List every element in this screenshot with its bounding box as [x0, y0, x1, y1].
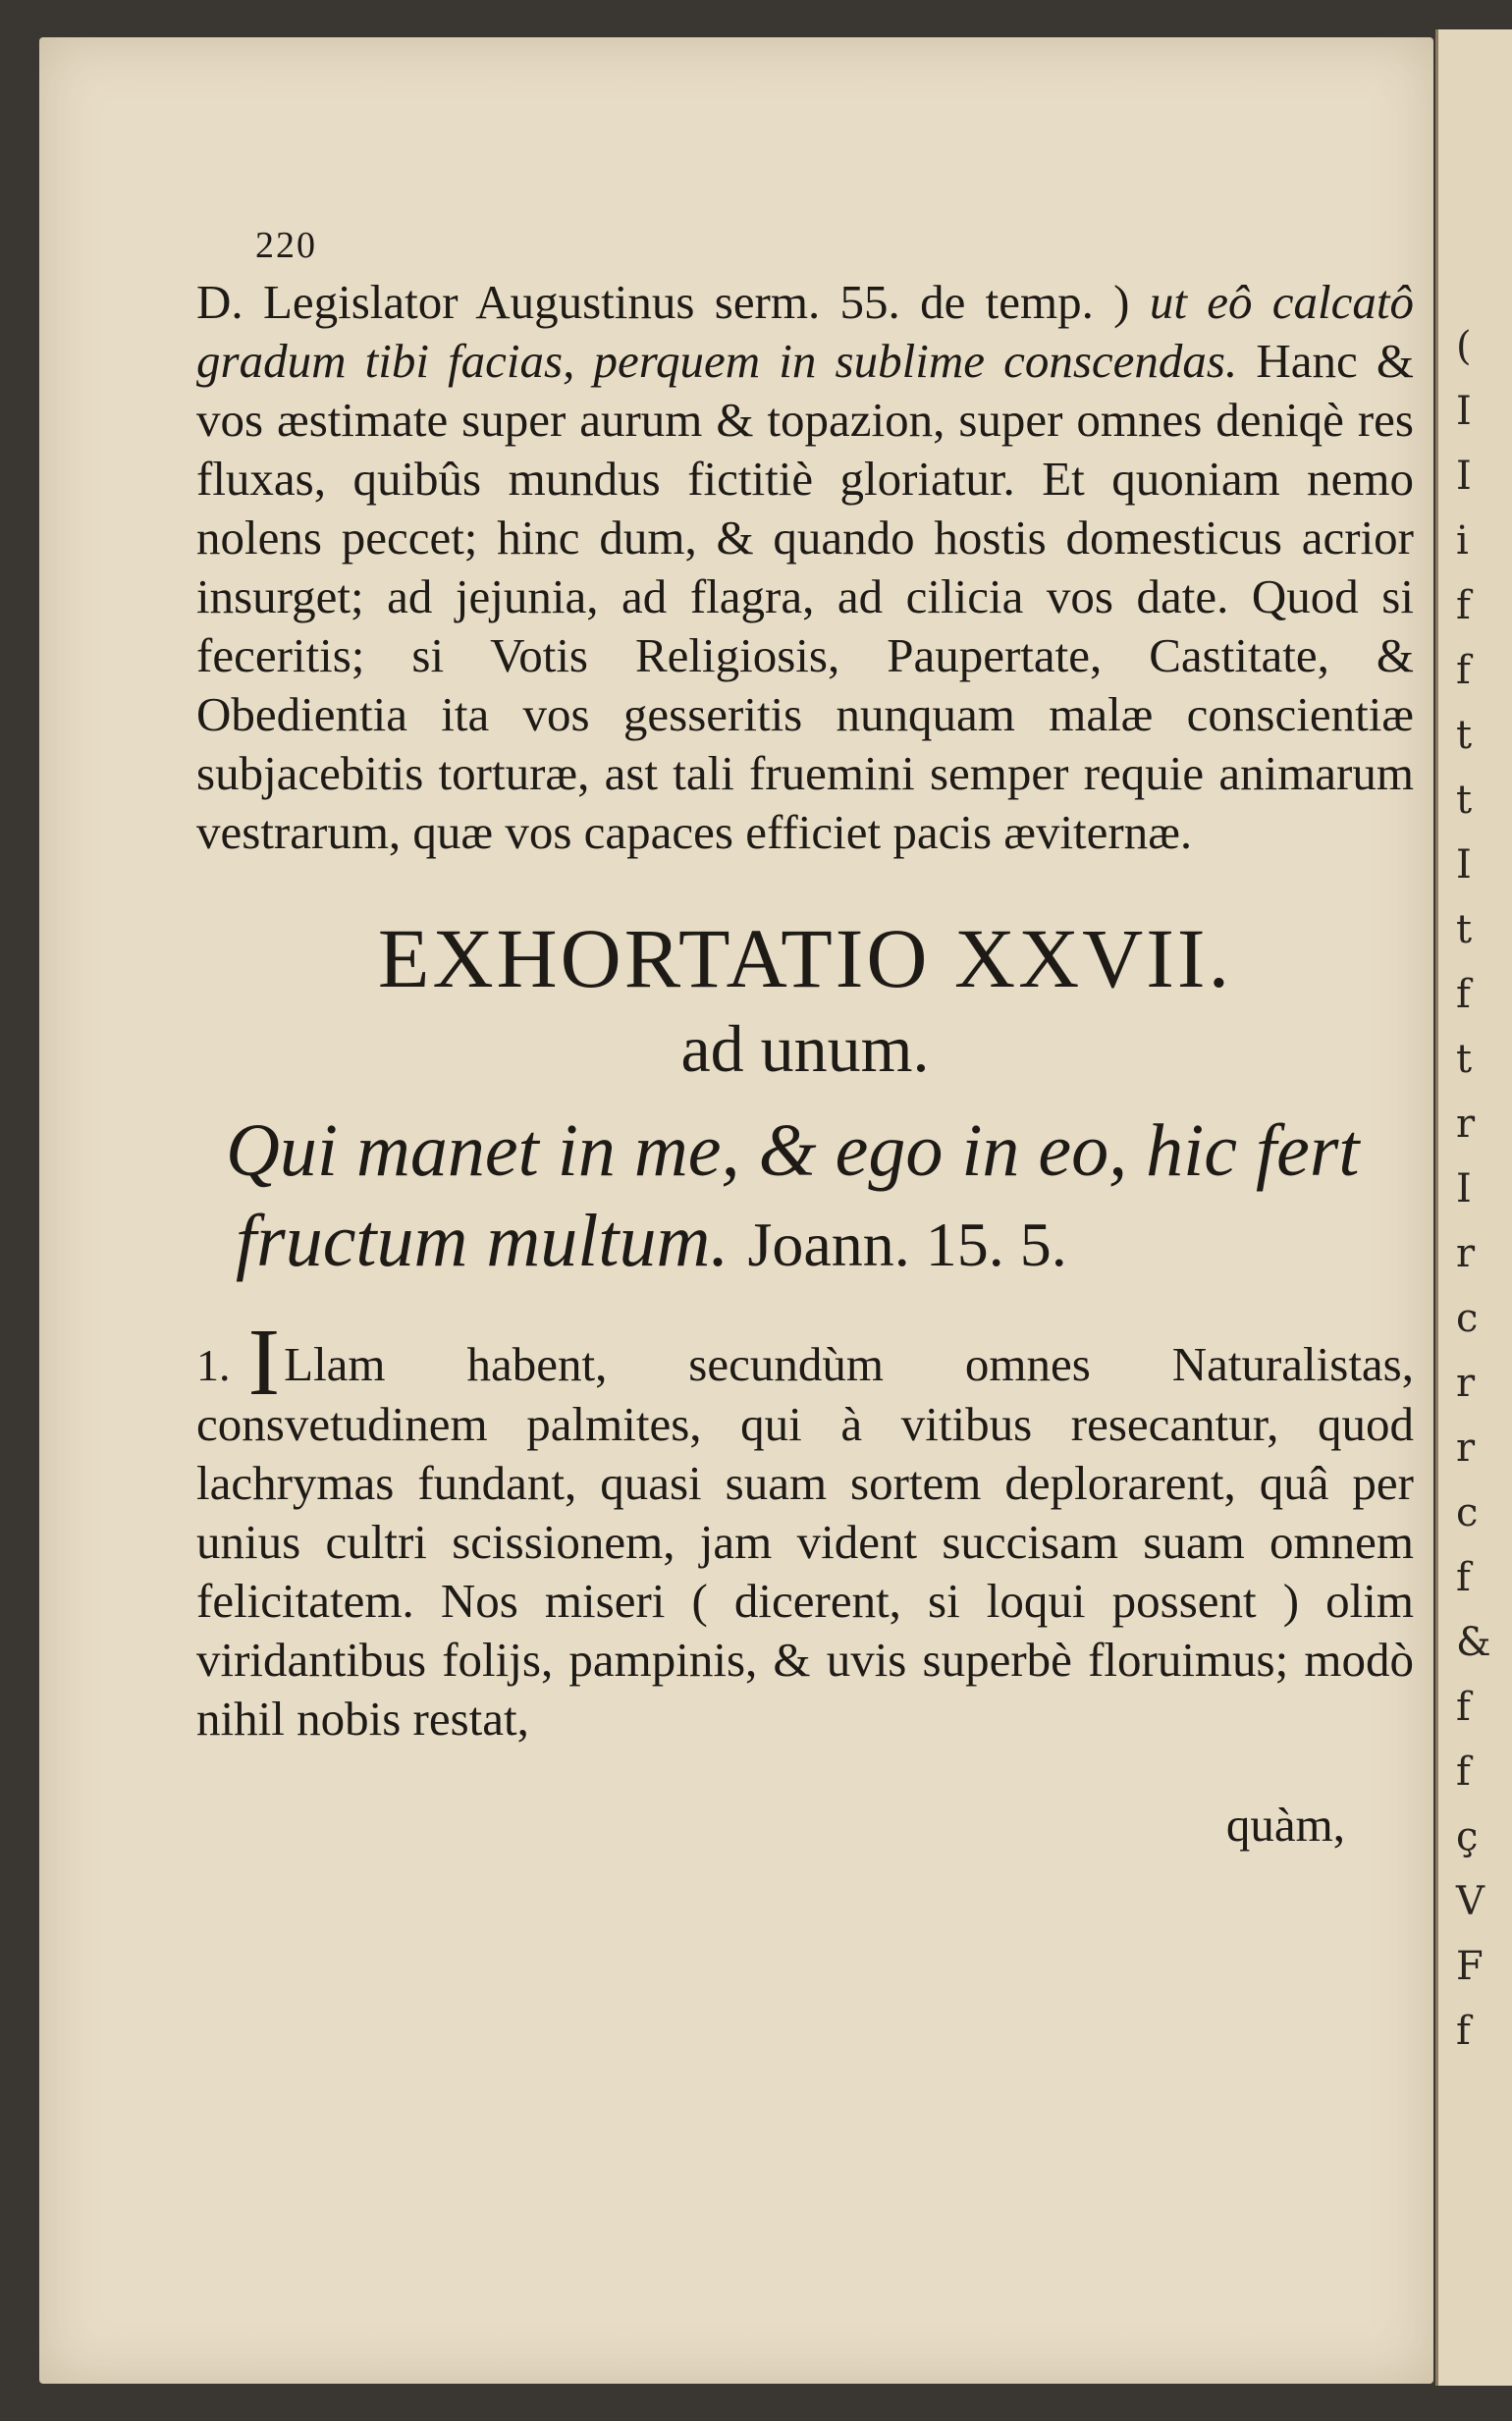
edge-letter: t	[1456, 778, 1473, 823]
intro-body: Hanc & vos æstimate super aurum & topazion, super omnes deniqè res fluxas, quibûs mundus fictitiè gloriatur. Et quoniam nemo nolens peccet; hinc dum, & quando hostis domesticus acrior insurget; ad jejunia, ad flagra, ad cilicia vos date. Quod si feceritis; si Votis Religiosis, Paupertate, Castitate, & Obedientia ita vos gesseritis nunquam malæ conscientiæ subjacebitis torturæ, ast tali fruemini semper requie animarum vestrarum, quæ vos capaces efficiet pacis æviternæ.	[196, 334, 1415, 859]
edge-letter: I	[1456, 454, 1472, 499]
edge-letter: V	[1456, 1879, 1485, 1924]
motto-reference: Joann. 15. 5.	[747, 1210, 1067, 1279]
drop-capital: I	[247, 1310, 281, 1416]
edge-letter: c	[1456, 1296, 1479, 1341]
edge-letter: (	[1456, 324, 1472, 369]
section-text: Llam habent, secundùm omnes Naturalistas, consvetudinem palmites, qui à vitibus resecantur, quod lachrymas fundant, quasi suam sortem deplorarent, quâ per unius cultri scissionem, jam vident succisam suam omnem felicitatem. Nos miseri ( dicerent, si loqui possent ) olim viridantibus folijs, pampinis, & uvis superbè floruimus; modò nihil nobis restat,	[196, 1337, 1414, 1746]
edge-letter: f	[1456, 583, 1471, 628]
edge-letter: r	[1456, 1361, 1476, 1406]
edge-letter: f	[1456, 2009, 1471, 2054]
edge-letter: r	[1456, 1102, 1476, 1147]
facing-page-letters	[1456, 314, 1512, 2064]
edge-letter: r	[1456, 1231, 1476, 1276]
edge-letter: F	[1456, 1944, 1484, 1989]
edge-letter: t	[1456, 1037, 1473, 1082]
intro-italic-quote: ut eô calcatô gradum tibi facias, perquem in sublime conscendas.	[196, 275, 1415, 388]
edge-letter: f	[1456, 972, 1471, 1017]
edge-letter: f	[1456, 1749, 1471, 1795]
catchword: quàm,	[1225, 1798, 1345, 1852]
book-page	[39, 37, 1433, 2384]
edge-letter: c	[1456, 1490, 1479, 1535]
page-text	[196, 224, 1414, 1853]
edge-letter: f	[1456, 648, 1471, 693]
intro-paragraph	[196, 273, 1414, 862]
edge-letter: I	[1456, 389, 1472, 434]
scripture-motto	[196, 1105, 1414, 1290]
edge-letter: ç	[1456, 1814, 1479, 1859]
exhortation-heading: EXHORTATIO XXVII.	[377, 911, 1233, 1005]
section-number: 1.	[196, 1340, 231, 1390]
page-number: 220	[255, 225, 317, 266]
edge-letter: r	[1456, 1426, 1476, 1471]
section-1	[196, 1310, 1414, 1748]
edge-letter: f	[1456, 1685, 1471, 1730]
intro-line-1: D. Legislator Augustinus serm. 55. de temp. )	[196, 275, 1130, 329]
edge-letter: &	[1456, 1620, 1491, 1665]
edge-letter: t	[1456, 713, 1473, 758]
facing-page-edge	[1435, 29, 1512, 2386]
edge-letter: I	[1456, 1166, 1472, 1211]
edge-letter: i	[1456, 518, 1469, 564]
exhortation-subheading: ad unum.	[680, 1011, 930, 1086]
edge-letter: t	[1456, 907, 1473, 952]
motto-text: Qui manet in me, & ego in eo, hic fert fructum multum.	[226, 1109, 1360, 1282]
edge-letter: f	[1456, 1555, 1471, 1600]
edge-letter: I	[1456, 842, 1472, 888]
